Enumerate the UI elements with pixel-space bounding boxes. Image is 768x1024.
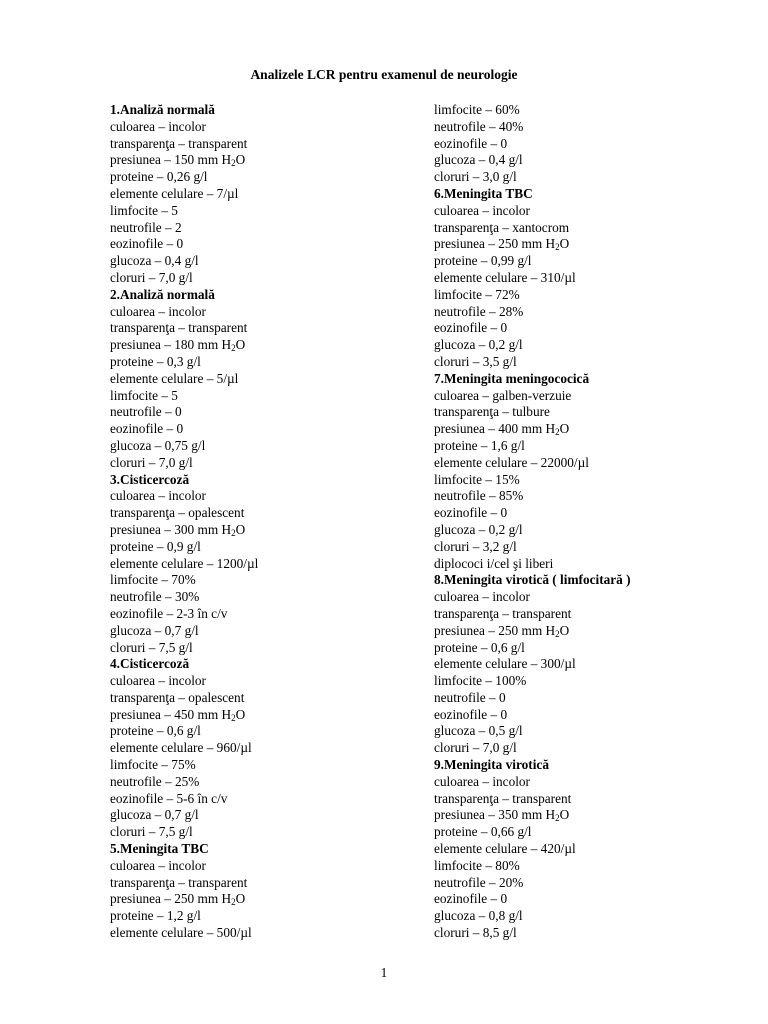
analysis-line: limfocite – 5 — [110, 202, 178, 218]
analysis-line: presiunea – 400 mm $H_2O$ — [434, 421, 570, 438]
analysis-line: glucoza – 0,8 g/l — [434, 908, 523, 924]
analysis-line: limfocite – 70% — [110, 572, 196, 588]
analysis-line: elemente celulare – 300/µl — [434, 656, 576, 672]
analysis-line: elemente celulare – 960/µl — [110, 740, 252, 756]
analysis-line: presiunea – 300 mm $H_2O$ — [110, 521, 246, 538]
analysis-line: cloruri – 3,5 g/l — [434, 353, 517, 369]
section-heading: 9.Meningita virotică — [434, 757, 549, 773]
analysis-line: proteine – 0,9 g/l — [110, 538, 201, 554]
analysis-line: glucoza – 0,2 g/l — [434, 337, 523, 353]
analysis-line: cloruri – 8,5 g/l — [434, 925, 517, 941]
analysis-line: transparenţa – transparent — [110, 874, 248, 890]
analysis-line: presiunea – 250 mm $H_2O$ — [434, 236, 570, 253]
analysis-line: presiunea – 250 mm $H_2O$ — [434, 622, 570, 639]
analysis-line: proteine – 0,6 g/l — [110, 723, 201, 739]
analysis-line: eozinofile – 0 — [434, 135, 508, 151]
analysis-line: culoarea – incolor — [110, 118, 206, 134]
analysis-line: cloruri – 7,0 g/l — [110, 269, 193, 285]
analysis-line: neutrofile – 28% — [434, 303, 524, 319]
analysis-line: elemente celulare – 420/µl — [434, 841, 576, 857]
analysis-line: cloruri – 7,0 g/l — [434, 740, 517, 756]
analysis-line: culoarea – incolor — [110, 488, 206, 504]
analysis-line: limfocite – 75% — [110, 757, 196, 773]
analysis-line: cloruri – 7,0 g/l — [110, 454, 193, 470]
analysis-line: neutrofile – 30% — [110, 589, 200, 605]
analysis-line: transparenţa – opalescent — [110, 505, 245, 521]
analysis-line: neutrofile – 2 — [110, 219, 182, 235]
analysis-line: presiunea – 250 mm $H_2O$ — [110, 891, 246, 908]
analysis-line: presiunea – 150 mm $H_2O$ — [110, 152, 246, 169]
analysis-line: transparenţa – xantocrom — [434, 219, 570, 235]
analysis-line: limfocite – 60% — [434, 102, 520, 117]
analysis-line: elemente celulare – 5/µl — [110, 370, 239, 386]
analysis-line: elemente celulare – 500/µl — [110, 925, 252, 941]
analysis-line: proteine – 0,99 g/l — [434, 253, 532, 269]
analysis-line: neutrofile – 40% — [434, 118, 524, 134]
analysis-line: culoarea – incolor — [110, 303, 206, 319]
analysis-line: glucoza – 0,7 g/l — [110, 807, 199, 823]
section-heading: 8.Meningita virotică ( limfocitară ) — [434, 572, 631, 588]
analysis-line: glucoza – 0,4 g/l — [110, 253, 199, 269]
analysis-line: eozinofile – 0 — [434, 891, 508, 907]
analysis-line: eozinofile – 2-3 în c/v — [110, 605, 228, 621]
analysis-line: cloruri – 7,5 g/l — [110, 639, 193, 655]
analysis-line: eozinofile – 5-6 în c/v — [110, 790, 228, 806]
analysis-line: presiunea – 180 mm $H_2O$ — [110, 337, 246, 354]
analysis-line: proteine – 0,66 g/l — [434, 824, 532, 840]
page-number: 1 — [380, 965, 388, 980]
section-heading: 1.Analiză normală — [110, 102, 215, 117]
section-heading: 3.Cisticercoză — [110, 471, 190, 487]
analysis-line: proteine – 1,6 g/l — [434, 437, 525, 453]
analysis-line: culoarea – incolor — [434, 773, 530, 789]
analysis-line: transparenţa – transparent — [110, 320, 248, 336]
analysis-line: limfocite – 100% — [434, 673, 527, 689]
analysis-line: eozinofile – 0 — [110, 236, 184, 252]
section-heading: 5.Meningita TBC — [110, 841, 209, 857]
analysis-line: elemente celulare – 7/µl — [110, 185, 239, 201]
analysis-line: transparenţa – tulbure — [434, 404, 550, 420]
analysis-line: glucoza – 0,7 g/l — [110, 622, 199, 638]
analysis-line: proteine – 0,26 g/l — [110, 169, 208, 185]
right-column — [434, 102, 734, 942]
analysis-line: diplococi i/cel şi liberi — [434, 555, 554, 571]
analysis-line: elemente celulare – 1200/µl — [110, 555, 259, 571]
analysis-line: culoarea – incolor — [110, 857, 206, 873]
analysis-line: neutrofile – 85% — [434, 488, 524, 504]
analysis-line: transparenţa – transparent — [434, 790, 572, 806]
analysis-line: cloruri – 3,2 g/l — [434, 538, 517, 554]
analysis-line: neutrofile – 25% — [110, 773, 200, 789]
analysis-line: transparenţa – transparent — [434, 605, 572, 621]
analysis-line: eozinofile – 0 — [434, 320, 508, 336]
analysis-line: glucoza – 0,5 g/l — [434, 723, 523, 739]
section-heading: 6.Meningita TBC — [434, 185, 533, 201]
analysis-line: neutrofile – 20% — [434, 874, 524, 890]
analysis-line: culoarea – incolor — [110, 673, 206, 689]
analysis-line: limfocite – 15% — [434, 471, 520, 487]
document-title: Analizele LCR pentru examenul de neurologie — [250, 67, 518, 82]
analysis-line: glucoza – 0,4 g/l — [434, 152, 523, 168]
analysis-line: limfocite – 72% — [434, 286, 520, 302]
section-heading: 7.Meningita meningococică — [434, 370, 590, 386]
analysis-line: proteine – 1,2 g/l — [110, 908, 201, 924]
analysis-line: presiunea – 450 mm $H_2O$ — [110, 706, 246, 723]
analysis-line: culoarea – incolor — [434, 589, 530, 605]
analysis-line: eozinofile – 0 — [434, 505, 508, 521]
section-heading: 2.Analiză normală — [110, 286, 215, 302]
analysis-line: glucoza – 0,2 g/l — [434, 521, 523, 537]
analysis-line: neutrofile – 0 — [110, 404, 182, 420]
analysis-line: elemente celulare – 310/µl — [434, 269, 576, 285]
left-column — [110, 102, 410, 942]
analysis-line: cloruri – 7,5 g/l — [110, 824, 193, 840]
section-heading: 4.Cisticercoză — [110, 656, 190, 672]
analysis-line: transparenţa – transparent — [110, 135, 248, 151]
analysis-line: transparenţa – opalescent — [110, 689, 245, 705]
analysis-line: eozinofile – 0 — [434, 706, 508, 722]
analysis-line: cloruri – 3,0 g/l — [434, 169, 517, 185]
analysis-line: neutrofile – 0 — [434, 689, 506, 705]
analysis-line: limfocite – 80% — [434, 857, 520, 873]
analysis-line: proteine – 0,3 g/l — [110, 353, 201, 369]
analysis-line: presiunea – 350 mm $H_2O$ — [434, 807, 570, 824]
analysis-line: culoarea – galben-verzuie — [434, 387, 572, 403]
analysis-line: glucoza – 0,75 g/l — [110, 437, 206, 453]
analysis-line: limfocite – 5 — [110, 387, 178, 403]
analysis-line: eozinofile – 0 — [110, 421, 184, 437]
analysis-line: culoarea – incolor — [434, 202, 530, 218]
analysis-line: proteine – 0,6 g/l — [434, 639, 525, 655]
analysis-line: elemente celulare – 22000/µl — [434, 454, 589, 470]
